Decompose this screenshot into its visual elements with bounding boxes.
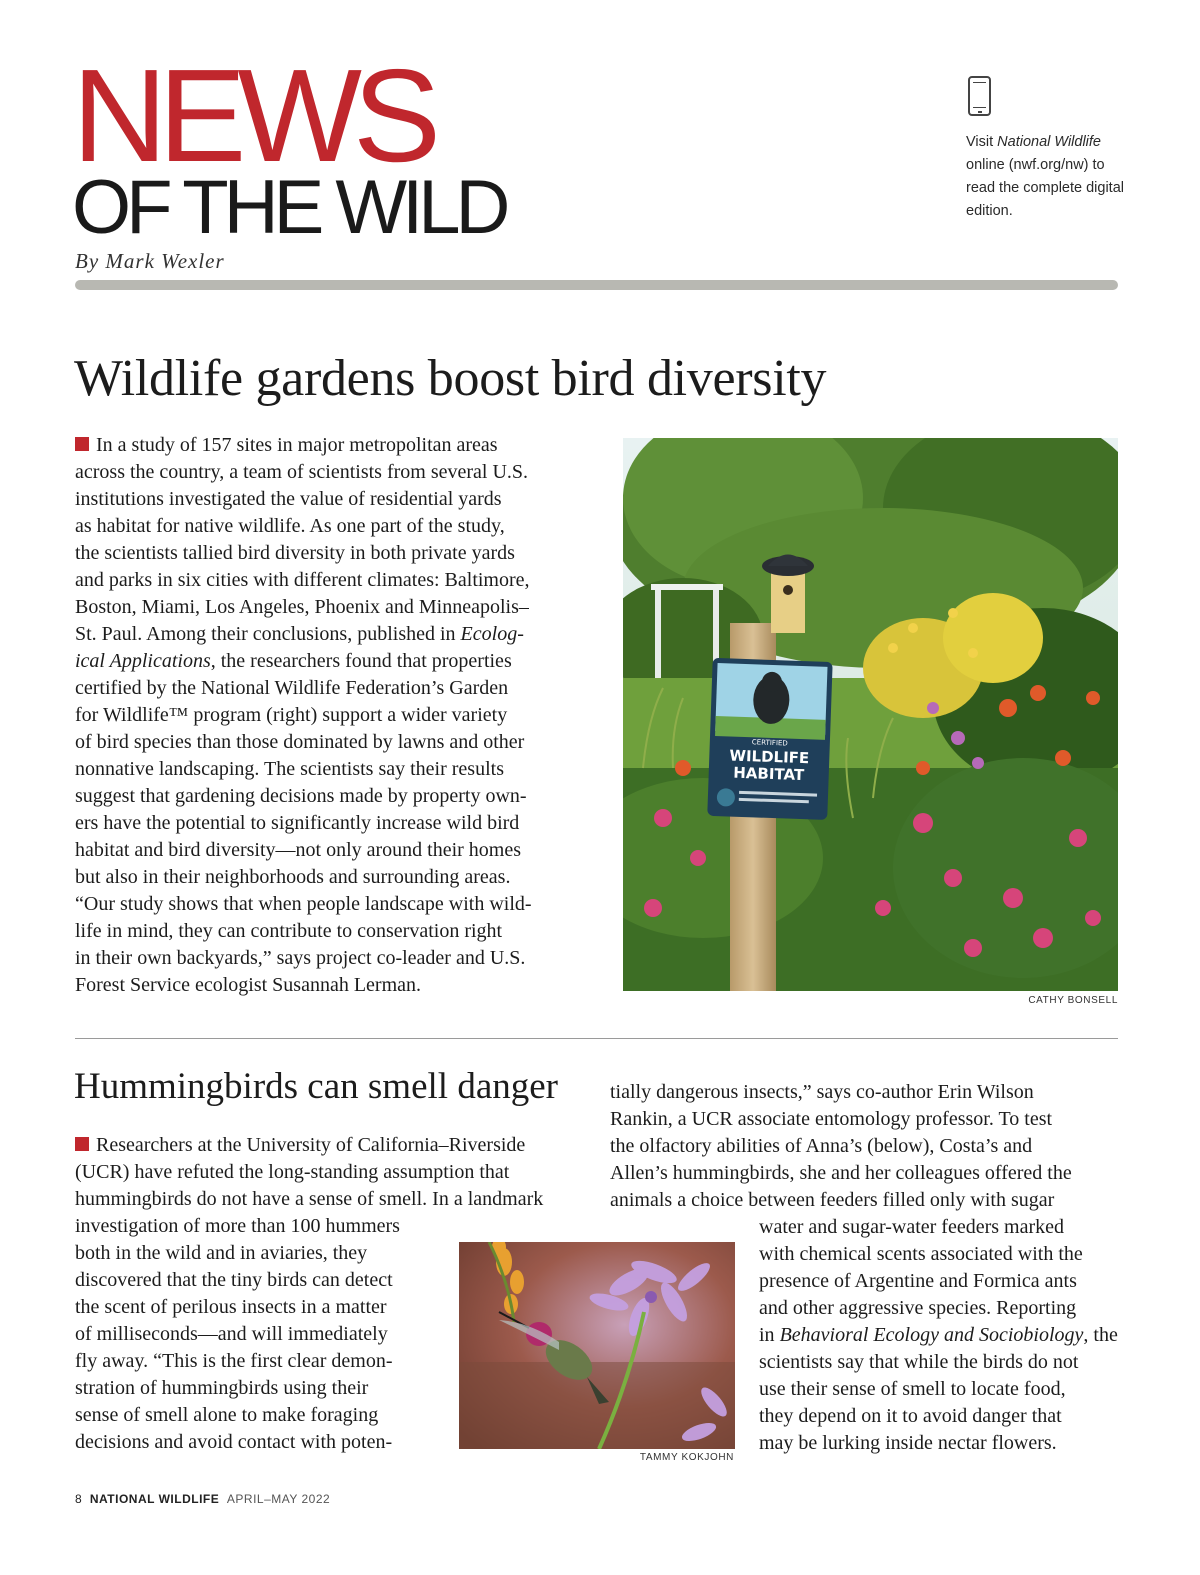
body-line: scientists say that while the birds do not: [759, 1351, 1079, 1373]
journal-title: ical Applications: [75, 650, 211, 672]
body-line: animals a choice between feeders filled only with sugar: [610, 1189, 1055, 1211]
body-line: Researchers at the University of California–Riverside: [75, 1132, 595, 1159]
body-line: (UCR) have refuted the long-standing assumption that: [75, 1161, 510, 1183]
issue-date: APRIL–MAY 2022: [226, 1492, 331, 1506]
promo-text-suffix: online (nwf.org/nw) to read the complete digital edition.: [966, 157, 1124, 219]
body-line: the olfactory abilities of Anna’s (below), Costa’s and: [610, 1135, 1033, 1157]
body-line: ical Applications, the researchers found that properties: [75, 650, 512, 672]
body-line: and other aggressive species. Reporting: [759, 1297, 1077, 1319]
body-line: they depend on it to avoid danger that: [759, 1405, 1062, 1427]
body-line: as habitat for native wildlife. As one part of the study,: [75, 515, 505, 537]
body-line: of milliseconds—and will immediately: [75, 1323, 388, 1345]
section-divider: [75, 1038, 1118, 1039]
header-divider: [75, 280, 1118, 290]
body-line: the scientists tallied bird diversity in both private yards: [75, 542, 515, 564]
body-line: suggest that gardening decisions made by property own-: [75, 785, 527, 807]
promo-magazine-name: National Wildlife: [997, 134, 1102, 150]
body-line: and parks in six cities with different climates: Baltimore,: [75, 569, 530, 591]
body-line: the scent of perilous insects in a matter: [75, 1296, 387, 1318]
garden-habitat-photo: [623, 438, 1118, 991]
body-line: discovered that the tiny birds can detect: [75, 1269, 393, 1291]
paragraph-marker-icon: [75, 437, 89, 451]
body-line: Allen’s hummingbirds, she and her colleagues offered the: [610, 1162, 1072, 1184]
body-line: nonnative landscaping. The scientists say their results: [75, 758, 504, 780]
body-line: with chemical scents associated with the: [759, 1243, 1083, 1265]
body-line: water and sugar-water feeders marked: [759, 1216, 1064, 1238]
photo-credit: CATHY BONSELL: [1028, 995, 1118, 1006]
article-headline-hummingbirds: Hummingbirds can smell danger: [74, 1066, 558, 1107]
page-footer: [75, 1492, 330, 1506]
body-line: but also in their neighborhoods and surrounding areas.: [75, 866, 511, 888]
digital-edition-promo: [966, 131, 1131, 223]
body-line: may be lurking inside nectar flowers.: [759, 1432, 1057, 1454]
body-line: use their sense of smell to locate food,: [759, 1378, 1066, 1400]
body-line: life in mind, they can contribute to conservation right: [75, 920, 503, 942]
journal-title: Ecolog-: [460, 623, 524, 645]
hummingbird-photo: [459, 1242, 735, 1449]
body-line: In a study of 157 sites in major metropolitan areas: [75, 432, 595, 459]
body-line: presence of Argentine and Formica ants: [759, 1270, 1077, 1292]
article-headline-wildlife-gardens: Wildlife gardens boost bird diversity: [74, 350, 827, 407]
body-line: ers have the potential to significantly increase wild bird: [75, 812, 520, 834]
body-line: stration of hummingbirds using their: [75, 1377, 369, 1399]
body-line: hummingbirds do not have a sense of smell. In a landmark: [75, 1188, 544, 1210]
sign-habitat-text: HABITAT: [732, 763, 805, 785]
body-line: institutions investigated the value of residential yards: [75, 488, 502, 510]
body-line: habitat and bird diversity—not only around their homes: [75, 839, 522, 861]
article-body-wildlife-gardens: [75, 432, 595, 999]
body-line: sense of smell alone to make foraging: [75, 1404, 379, 1426]
body-line: of bird species than those dominated by lawns and other: [75, 731, 525, 753]
body-line: investigation of more than 100 hummers: [75, 1215, 400, 1237]
body-line: tially dangerous insects,” says co-author Erin Wilson: [610, 1081, 1034, 1103]
body-line: certified by the National Wildlife Federation’s Garden: [75, 677, 509, 699]
sign-wildlife-text: WILDLIFE: [729, 746, 810, 768]
body-line: in Behavioral Ecology and Sociobiology, the: [759, 1324, 1118, 1346]
body-line: in their own backyards,” says project co-leader and U.S.: [75, 947, 526, 969]
promo-text-prefix: Visit: [966, 134, 998, 150]
body-line: St. Paul. Among their conclusions, published in Ecolog-: [75, 623, 524, 645]
body-line: for Wildlife™ program (right) support a wider variety: [75, 704, 508, 726]
body-line: Forest Service ecologist Susannah Lerman.: [75, 974, 422, 996]
smartphone-icon: [968, 76, 991, 116]
sign-certified-text: CERTIFIED: [751, 738, 788, 748]
body-line: Rankin, a UCR associate entomology professor. To test: [610, 1108, 1053, 1130]
paragraph-marker-icon: [75, 1137, 89, 1151]
section-title-of-the-wild: OF THE WILD: [72, 165, 506, 250]
body-line: decisions and avoid contact with poten-: [75, 1431, 393, 1453]
body-line: across the country, a team of scientists from several U.S.: [75, 461, 529, 483]
byline: By Mark Wexler: [75, 249, 225, 273]
body-line: both in the wild and in aviaries, they: [75, 1242, 368, 1264]
body-line: fly away. “This is the first clear demon-: [75, 1350, 393, 1372]
magazine-name: NATIONAL WILDLIFE: [89, 1492, 220, 1506]
section-title-news: NEWS: [72, 42, 432, 189]
photo-credit: TAMMY KOKJOHN: [639, 1452, 734, 1463]
journal-title: Behavioral Ecology and Sociobiology: [779, 1324, 1084, 1346]
body-line: “Our study shows that when people landscape with wild-: [75, 893, 532, 915]
body-line: Boston, Miami, Los Angeles, Phoenix and Minneapolis–: [75, 596, 529, 618]
page-number: 8: [75, 1492, 83, 1506]
